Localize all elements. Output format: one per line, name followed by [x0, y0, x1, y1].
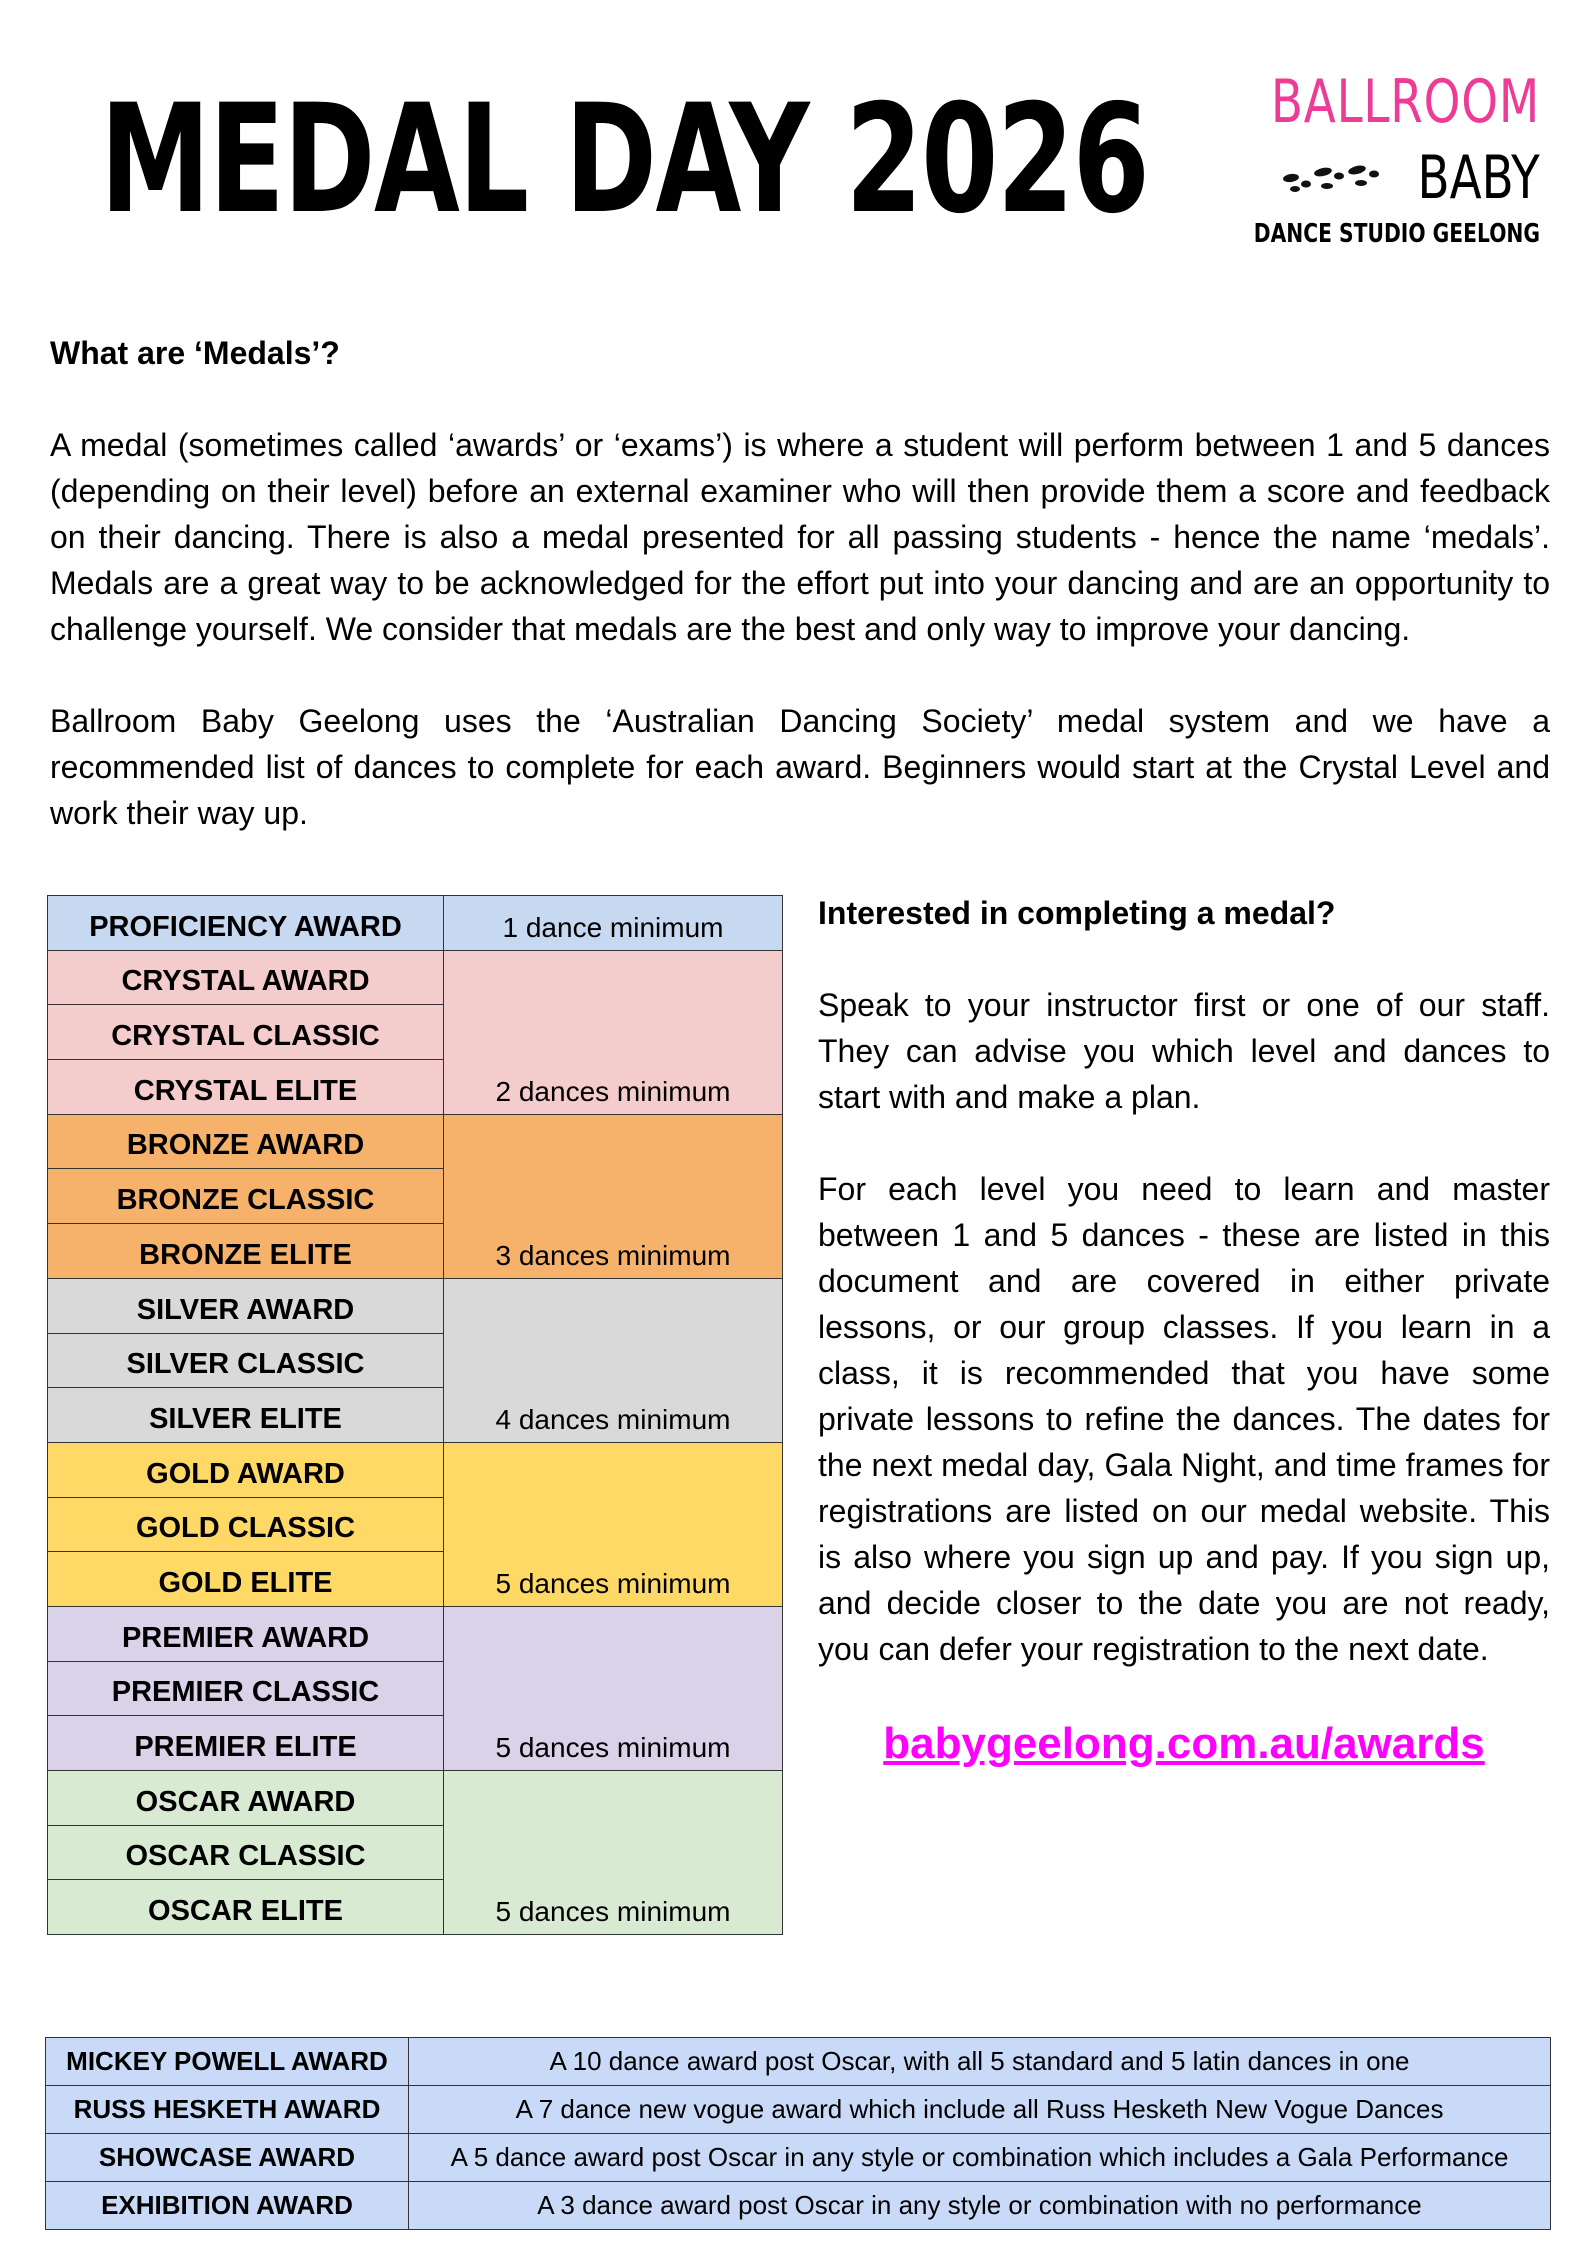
special-award-name-cell: RUSS HESKETH AWARD — [46, 2086, 409, 2134]
special-award-name-cell: EXHIBITION AWARD — [46, 2182, 409, 2230]
info-paragraph-2: For each level you need to learn and master between 1 and 5 dances - these are listed in this document and are covered in either private lessons, or our group classes. If you learn in a class, it is recommended that you have some private lessons to refine the dances. The dates for the next medal day, Gala Night, and time frames for registrations are listed on our medal website. This is also where you sign up and pay. If you sign up, and decide closer to the date you are not ready, you can defer your registration to the next date. — [818, 1171, 1550, 1667]
table-row — [48, 896, 783, 951]
award-name-cell: SILVER ELITE — [48, 1388, 444, 1443]
table-row — [46, 2086, 1551, 2134]
info-paragraph-1: Speak to your instructor first or one of our staff. They can advise you which level and dances to start with and make a plan. — [818, 987, 1550, 1115]
table-row — [48, 1278, 783, 1333]
award-name-cell: PREMIER ELITE — [48, 1716, 444, 1771]
table-row — [48, 950, 783, 1005]
award-name-cell: GOLD AWARD — [48, 1442, 444, 1497]
dance-requirement-cell: 5 dances minimum — [444, 1606, 783, 1770]
table-row — [46, 2038, 1551, 2086]
intro-section — [50, 330, 1550, 882]
award-name-cell: CRYSTAL CLASSIC — [48, 1005, 444, 1060]
info-section — [818, 890, 1550, 1770]
dance-requirement-cell: 4 dances minimum — [444, 1278, 783, 1442]
award-name-cell: BRONZE ELITE — [48, 1224, 444, 1279]
logo-ballroom-text: BALLROOM — [1270, 67, 1540, 137]
info-heading: Interested in completing a medal? — [818, 895, 1336, 931]
award-name-cell: CRYSTAL ELITE — [48, 1060, 444, 1115]
award-name-cell: SILVER CLASSIC — [48, 1333, 444, 1388]
logo-baby-row — [1281, 144, 1540, 212]
special-awards-table — [45, 2037, 1551, 2230]
footprints-icon — [1281, 158, 1393, 198]
award-name-cell: PROFICIENCY AWARD — [48, 896, 444, 951]
intro-paragraph-1: A medal (sometimes called ‘awards’ or ‘exams’) is where a student will perform between 1 and 5 dances (depending on their level) before an external examiner who will then provide them a score and feedback on their dancing. There is also a medal presented for all passing students - hence the name ‘medals’. Medals are a great way to be acknowledged for the effort put into your dancing and are an opportunity to challenge yourself. We consider that medals are the best and only way to improve your dancing. — [50, 427, 1550, 647]
logo-subtitle: DANCE STUDIO GEELONG — [1253, 219, 1540, 249]
table-row — [48, 1114, 783, 1169]
table-row — [46, 2134, 1551, 2182]
award-name-cell: CRYSTAL AWARD — [48, 950, 444, 1005]
award-name-cell: BRONZE CLASSIC — [48, 1169, 444, 1224]
table-row — [48, 1771, 783, 1826]
dance-requirement-cell: 1 dance minimum — [444, 896, 783, 951]
dance-requirement-cell: 3 dances minimum — [444, 1114, 783, 1278]
special-award-description-cell: A 7 dance new vogue award which include all Russ Hesketh New Vogue Dances — [409, 2086, 1551, 2134]
medal-levels-table — [47, 895, 783, 1935]
award-name-cell: OSCAR AWARD — [48, 1771, 444, 1826]
intro-paragraph-2: Ballroom Baby Geelong uses the ‘Australian Dancing Society’ medal system and we have a recommended list of dances to complete for each award. Beginners would start at the Crystal Level and work their way up. — [50, 703, 1550, 831]
award-name-cell: SILVER AWARD — [48, 1278, 444, 1333]
awards-website-link[interactable]: babygeelong.com.au/awards — [883, 1719, 1485, 1768]
award-name-cell: PREMIER CLASSIC — [48, 1661, 444, 1716]
special-award-name-cell: SHOWCASE AWARD — [46, 2134, 409, 2182]
table-row — [48, 1606, 783, 1661]
table-row — [46, 2182, 1551, 2230]
intro-heading: What are ‘Medals’? — [50, 335, 340, 371]
dance-requirement-cell: 5 dances minimum — [444, 1771, 783, 1935]
special-award-name-cell: MICKEY POWELL AWARD — [46, 2038, 409, 2086]
dance-requirement-cell: 5 dances minimum — [444, 1442, 783, 1606]
award-name-cell: PREMIER AWARD — [48, 1606, 444, 1661]
award-name-cell: OSCAR ELITE — [48, 1880, 444, 1935]
page-title: MEDAL DAY 2026 — [100, 73, 1149, 247]
award-name-cell: GOLD ELITE — [48, 1552, 444, 1607]
logo-baby-text: BABY — [1417, 143, 1540, 213]
special-award-description-cell: A 3 dance award post Oscar in any style or combination with no performance — [409, 2182, 1551, 2230]
award-name-cell: OSCAR CLASSIC — [48, 1825, 444, 1880]
award-name-cell: BRONZE AWARD — [48, 1114, 444, 1169]
table-row — [48, 1442, 783, 1497]
studio-logo — [1253, 67, 1540, 258]
award-name-cell: GOLD CLASSIC — [48, 1497, 444, 1552]
dance-requirement-cell: 2 dances minimum — [444, 950, 783, 1114]
special-award-description-cell: A 5 dance award post Oscar in any style or combination which includes a Gala Performance — [409, 2134, 1551, 2182]
special-award-description-cell: A 10 dance award post Oscar, with all 5 standard and 5 latin dances in one — [409, 2038, 1551, 2086]
